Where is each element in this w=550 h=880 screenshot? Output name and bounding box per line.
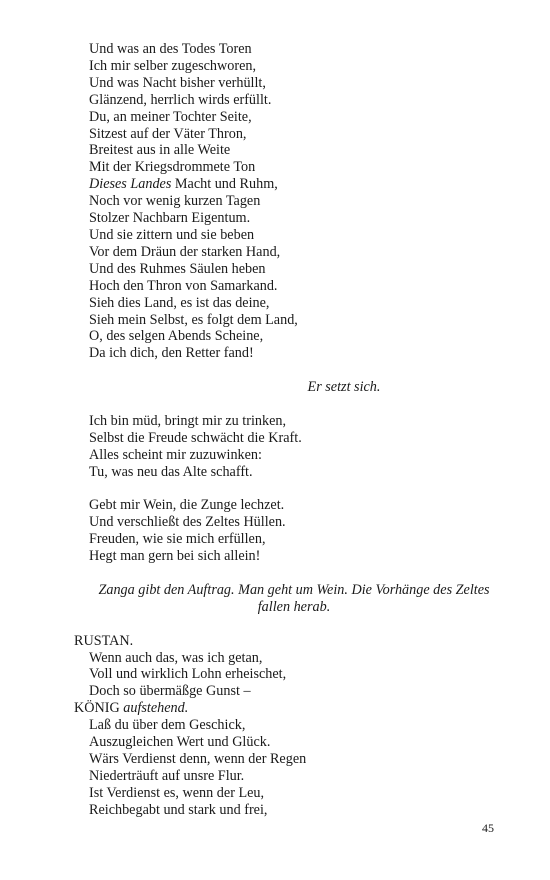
verse-line: Wärs Verdienst denn, wenn der Regen: [89, 750, 307, 767]
verse-line: Noch vor wenig kurzen Tagen: [89, 193, 261, 210]
verse-line: Du, an meiner Tochter Seite,: [89, 108, 252, 125]
verse-line: Mit der Kriegsdrommete Ton: [89, 159, 256, 176]
verse-line: Und sie zittern und sie beben: [89, 226, 255, 243]
verse-line: Selbst die Freude schwächt die Kraft.: [89, 429, 302, 446]
stanza-gap: [74, 565, 514, 582]
verse-line: Sieh mein Selbst, es folgt dem Land,: [89, 311, 298, 328]
verse-line: Hegt man gern bei sich allein!: [89, 548, 261, 565]
verse-line: Vor dem Dräun der starken Hand,: [89, 243, 281, 260]
verse-line: Und des Ruhmes Säulen heben: [89, 260, 266, 277]
stage-direction-block: [74, 582, 514, 616]
verse-line-rest: Macht und Ruhm,: [171, 176, 278, 193]
stage-direction-line: Zanga gibt den Auftrag. Man geht um Wein. Die Vorhänge des Zeltes: [98, 581, 490, 598]
stanza-1: [74, 41, 514, 362]
speaker-line: [74, 700, 514, 717]
text-body: [74, 41, 514, 819]
verse-line: Alles scheint mir zuzuwinken:: [89, 446, 262, 463]
verse-line: Tu, was neu das Alte schafft.: [89, 463, 253, 480]
verse-line: Sitzest auf der Väter Thron,: [89, 125, 247, 142]
verse-line: Ist Verdienst es, wenn der Leu,: [89, 784, 265, 801]
speaker-name: RUSTAN.: [74, 632, 134, 649]
verse-line: Sieh dies Land, es ist das deine,: [89, 294, 270, 311]
speaker-name: KÖNIG: [74, 700, 120, 717]
verse-line: Doch so übermäßge Gunst –: [89, 683, 251, 700]
verse-line: Ich bin müd, bringt mir zu trinken,: [89, 412, 287, 429]
stanza-gap: [74, 396, 514, 413]
verse-line: Breitest aus in alle Weite: [89, 142, 231, 159]
verse-line: Reichbegabt und stark und frei,: [89, 801, 268, 818]
page-number: 45: [482, 821, 494, 835]
verse-line: Glänzend, herrlich wirds erfüllt.: [89, 91, 272, 108]
speaker-direction: aufstehend.: [119, 700, 189, 717]
stanza-gap: [74, 481, 514, 498]
verse-line: O, des selgen Abends Scheine,: [89, 328, 264, 345]
verse-line: Voll und wirklich Lohn erheischet,: [89, 666, 287, 683]
verse-line: Und was Nacht bisher verhüllt,: [89, 74, 266, 91]
verse-line: Und was an des Todes Toren: [89, 41, 252, 57]
stanza-gap: [74, 616, 514, 633]
stage-direction: Er setzt sich.: [307, 379, 381, 396]
verse-line: Auszugleichen Wert und Glück.: [89, 734, 271, 751]
stanza-2: [74, 413, 514, 481]
verse-line: Hoch den Thron von Samarkand.: [89, 277, 278, 294]
verse-line: Und verschließt des Zeltes Hüllen.: [89, 514, 286, 531]
verse-line: Niederträuft auf unsre Flur.: [89, 767, 245, 784]
italic-phrase: Dieses Landes: [89, 176, 172, 193]
verse-line: Laß du über dem Geschick,: [89, 717, 246, 734]
stage-direction-line: fallen herab.: [257, 598, 331, 615]
stanza-3: [74, 497, 514, 565]
verse-line: Ich mir selber zugeschworen,: [89, 57, 257, 74]
verse-line-mixed: [74, 176, 514, 193]
stanza-gap: [74, 362, 514, 379]
verse-line: Wenn auch das, was ich getan,: [89, 649, 263, 666]
verse-line: Gebt mir Wein, die Zunge lechzet.: [89, 497, 285, 514]
verse-line: Freuden, wie sie mich erfüllen,: [89, 531, 266, 548]
verse-line: Da ich dich, den Retter fand!: [89, 345, 254, 362]
verse-line: Stolzer Nachbarn Eigentum.: [89, 210, 251, 227]
dialogue-rustan: [74, 633, 514, 701]
dialogue-koenig: [74, 700, 514, 818]
